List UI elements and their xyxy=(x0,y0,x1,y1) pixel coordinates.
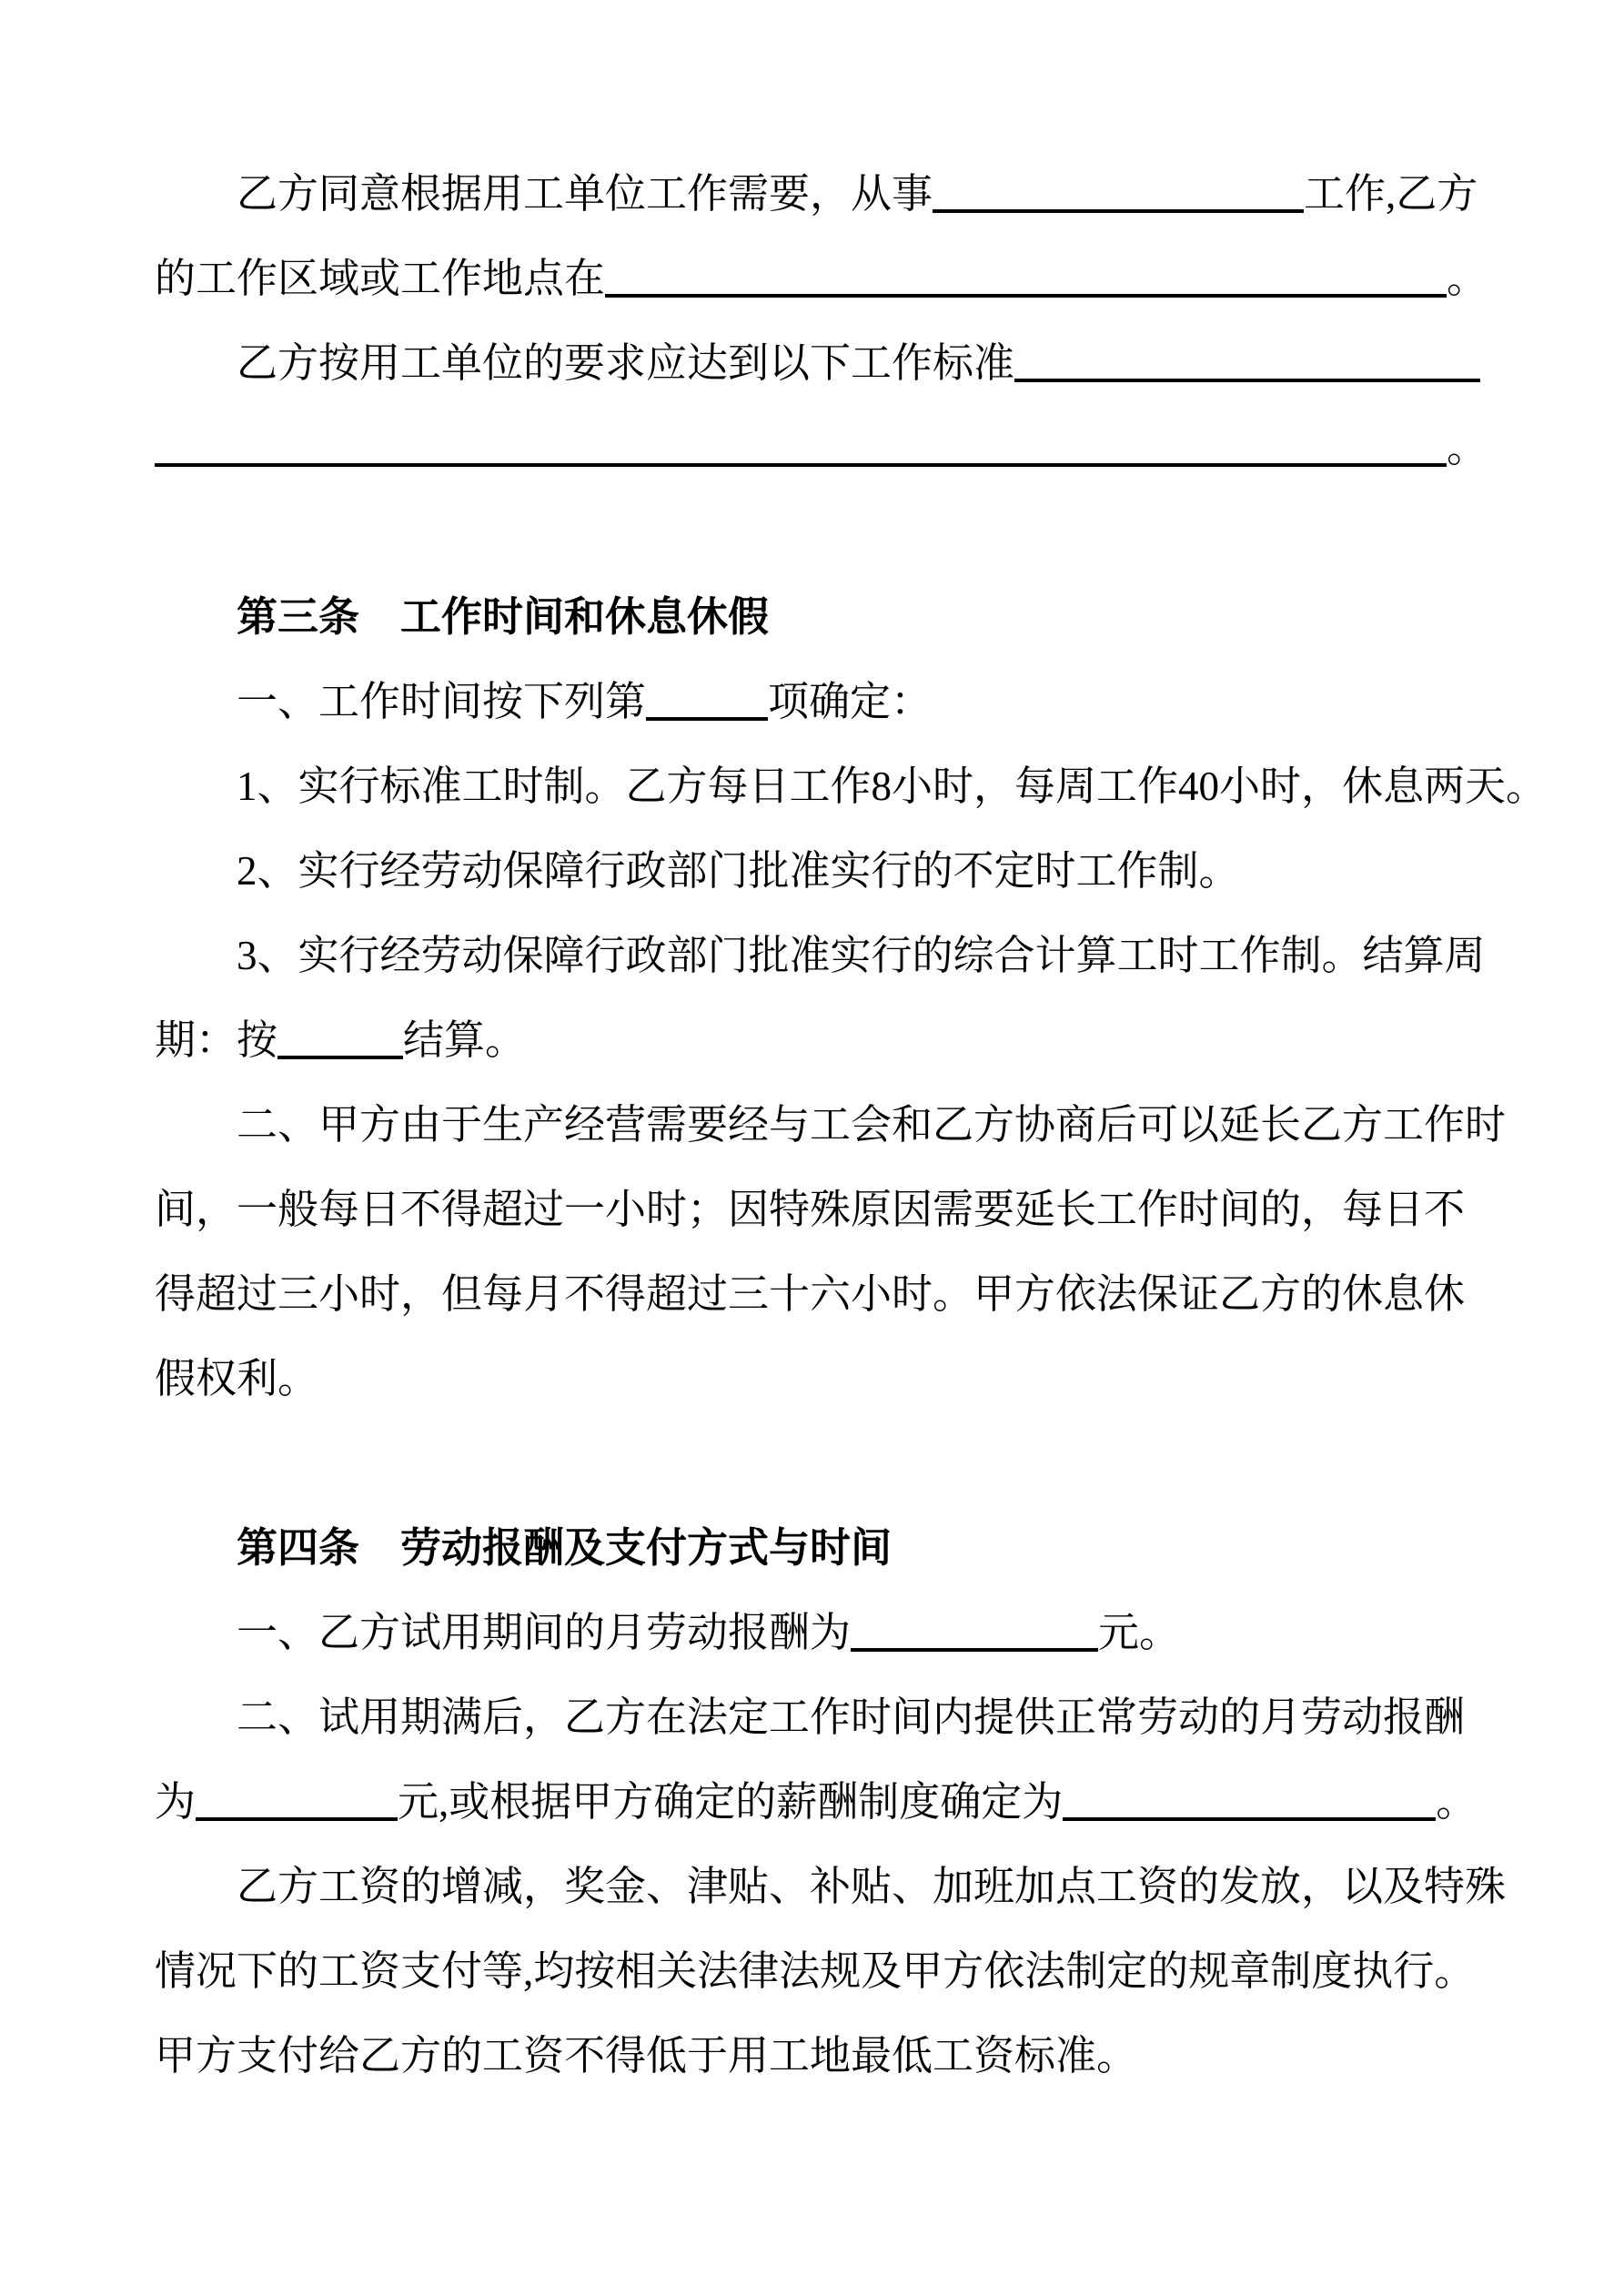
fill-in-blank xyxy=(1014,379,1480,382)
fill-in-blank xyxy=(277,1056,403,1059)
contract-text-line xyxy=(155,1675,1533,1760)
contract-text-line xyxy=(155,1845,1533,1929)
fill-in-blank xyxy=(605,294,1447,298)
blank-line xyxy=(155,1421,1533,1506)
contract-text-line xyxy=(155,237,1533,321)
contract-text-line xyxy=(155,998,1533,1083)
text-run: 。 xyxy=(1436,1779,1478,1825)
text-run: 的工作区域或工作地点在 xyxy=(155,256,606,301)
contract-text-line xyxy=(155,1168,1533,1252)
text-run: 工作,乙方 xyxy=(1304,171,1478,217)
text-run: 1、实行标准工时制。乙方每日工作8小时，每周工作40小时，休息两天。 xyxy=(237,764,1548,809)
text-run: 3、实行经劳动保障行政部门批准实行的综合计算工时工作制。结算周 xyxy=(237,933,1486,978)
fill-in-blank xyxy=(196,1817,398,1821)
contract-text-line xyxy=(155,1760,1533,1845)
text-run: 二、试用期满后，乙方在法定工作时间内提供正常劳动的月劳动报酬 xyxy=(237,1694,1466,1740)
text-run: 。 xyxy=(1447,425,1488,470)
fill-in-blank xyxy=(851,1648,1098,1652)
contract-text-line xyxy=(155,406,1533,491)
fill-in-blank xyxy=(1063,1817,1436,1821)
text-run: 一、工作时间按下列第 xyxy=(237,679,647,724)
text-run: 结算。 xyxy=(403,1017,527,1063)
contract-text-line xyxy=(155,744,1548,829)
text-run: 假权利。 xyxy=(155,1356,319,1401)
text-run: 一、乙方试用期间的月劳动报酬为 xyxy=(237,1610,852,1655)
contract-text-line xyxy=(155,914,1533,998)
text-run: 得超过三小时，但每月不得超过三十六小时。甲方依法保证乙方的休息休 xyxy=(155,1271,1466,1317)
text-run: 为 xyxy=(155,1779,197,1825)
text-run: 乙方按用工单位的要求应达到以下工作标准 xyxy=(237,340,1015,386)
text-run: 。 xyxy=(1447,256,1488,301)
contract-text-line xyxy=(155,660,1533,744)
fill-in-blank xyxy=(646,717,768,721)
contract-text-line xyxy=(155,829,1533,914)
blank-line xyxy=(155,491,1533,575)
text-run: 元,或根据甲方确定的薪酬制度确定为 xyxy=(398,1779,1064,1825)
text-run: 第四条 劳动报酬及支付方式与时间 xyxy=(237,1525,893,1571)
text-run: 乙方工资的增减，奖金、津贴、补贴、加班加点工资的发放，以及特殊 xyxy=(237,1864,1507,1909)
text-run: 情况下的工资支付等,均按相关法律法规及甲方依法制定的规章制度执行。 xyxy=(155,1948,1476,1994)
text-run: 第三条 工作时间和休息休假 xyxy=(237,594,770,640)
contract-text-line xyxy=(155,1591,1533,1675)
text-run: 元。 xyxy=(1098,1610,1181,1655)
contract-text-line xyxy=(155,1252,1533,1337)
section-heading xyxy=(155,575,1533,660)
text-run: 甲方支付给乙方的工资不得低于用工地最低工资标准。 xyxy=(155,2033,1138,2079)
text-run: 项确定： xyxy=(768,679,933,724)
text-run: 乙方同意根据用工单位工作需要，从事 xyxy=(237,171,933,217)
contract-text-line xyxy=(155,1083,1533,1168)
contract-text-line xyxy=(155,2014,1533,2099)
contract-text-line xyxy=(155,321,1533,406)
contract-text-line xyxy=(155,1337,1533,1421)
text-run: 2、实行经劳动保障行政部门批准实行的不定时工作制。 xyxy=(237,848,1240,894)
text-run: 二、甲方由于生产经营需要经与工会和乙方协商后可以延长乙方工作时 xyxy=(237,1102,1507,1148)
fill-in-blank xyxy=(933,209,1304,213)
text-run: 期：按 xyxy=(155,1017,278,1063)
section-heading xyxy=(155,1506,1533,1591)
fill-in-blank xyxy=(155,463,1447,467)
contract-text-line xyxy=(155,1929,1533,2014)
contract-text-line xyxy=(155,152,1533,237)
text-run: 间，一般每日不得超过一小时；因特殊原因需要延长工作时间的，每日不 xyxy=(155,1187,1466,1232)
